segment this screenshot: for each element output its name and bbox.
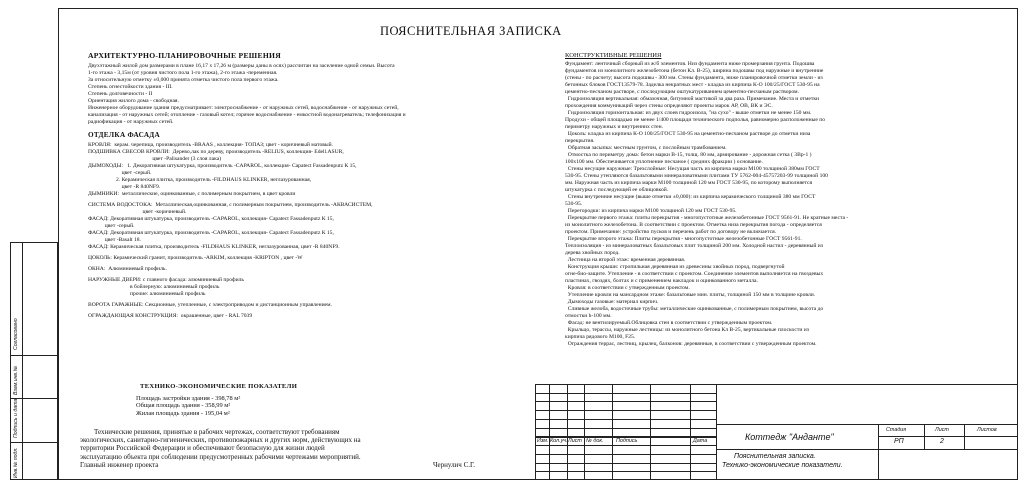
arch-paragraph: канализация - от наружных сетей; отопление - газовый котел; горячее водоснабжение - емкостной водонагреватель; телефонизация и xyxy=(88,112,406,118)
constructive-paragraph: Продухи - общей площадью не менее 1/400 площади технического подполья, равномерно расположенные по xyxy=(565,117,826,123)
facade-item: ФАСАД: Керамическая плитка, производитель -FILDHAUS KLINKER, неглазурованная, цвет -R 840NF9. xyxy=(88,244,340,250)
title-block-col-header: Дата xyxy=(693,437,708,444)
facade-item: ФАСАД: Декоративная штукатурка, производитель -CAPAROL, коллекция- Capatect Fassadenputz К 15, xyxy=(88,216,334,222)
doc-title: Пояснительная записка. xyxy=(734,453,816,460)
grid-row-line xyxy=(535,445,716,446)
margin-label-signature: Подпись и дата xyxy=(13,398,19,438)
facade-item: ДЫМНИКИ: металлические, оцинкованные, с полимерным покрытием, в цвет кровли xyxy=(88,191,296,197)
arch-paragraph: Ориентация жилого дома - свободная. xyxy=(88,98,179,104)
chief-name: Чернулич С.Г. xyxy=(432,460,475,469)
constructive-paragraph: штукатурка с последующей ее облицовкой. xyxy=(565,187,669,193)
constructive-paragraph: мм. Наружная часть из кирпича марки М100 толщиной 120 мм ГОСТ 530-95, по которому выполняется xyxy=(565,180,813,186)
arch-paragraph: Степень долговечности - II xyxy=(88,91,153,97)
project-name: Коттедж "Андантe" xyxy=(745,432,834,442)
constructive-paragraph: Крыльцо, терассы, наружные лестницы: из монолитного бетона Кл В-25, вертикальные плоскости из xyxy=(565,327,809,333)
constructive-paragraph: Стены несущие наружные: Трехслойные: Несущая часть из кирпича марки М100 толщиной 380мм ГОСТ xyxy=(565,166,820,172)
constructive-paragraph: пластинах, гвоздях, болтах и с применением накладок и оцинкованного металла. xyxy=(565,278,758,284)
compliance-line: экологических, санитарно-гигиенических, противопожарных и других норм, действующих на xyxy=(80,436,361,445)
constructive-paragraph: цементно-песчаном растворе, с последующим оштукатуриванием цементно-песчаным раствором. xyxy=(565,89,799,95)
tep-lines xyxy=(136,395,240,417)
constructive-paragraph: Обратная засыпка: местным грунтом, с послойным трамбованием. xyxy=(565,145,727,151)
margin-stamp xyxy=(10,242,58,480)
constructive-paragraph: Гидроизоляция вертикальная: обмазочная, битумной мастикой за два раза. Примечание. Места и отметки xyxy=(565,96,820,102)
facade-item: цвет -серый. xyxy=(88,223,135,229)
constructive-paragraph: Фундамент: ленточный сборный из ж/б элементов. Низ фундамента ниже промерзания грунта. Подошва xyxy=(565,61,815,67)
facade-item: ВОРОТА ГАРАЖНЫЕ: Секционные, утепленные, с электроприводом и дистанционным управлением. xyxy=(88,302,332,308)
constructive-paragraph: из монолитного железобетона. В соответствии с проектом. Отметка низа перекрытия погода - определяется xyxy=(565,222,822,228)
constructive-paragraph: огне-био-защите. Утепление - в соответствии с проектом. Соединение элементов выполняется на гвоздевых xyxy=(565,271,824,277)
constructive-paragraphs xyxy=(565,61,1005,348)
facade-item: цвет -R 840NF9. xyxy=(88,184,161,190)
sheet-value: 2 xyxy=(940,438,944,445)
tep-line: Площадь застройки здания - 398,78 м² xyxy=(136,395,241,402)
grid-col-line xyxy=(549,384,550,480)
facade-item: ОКНА: Алюминиевый профиль. xyxy=(88,266,167,272)
constructive-paragraph: Утепление кровли на мансардном этаже: базальтовые мин. плиты, толщиной 150 мм в толщине кровли. xyxy=(565,292,816,298)
constructive-paragraph: Кровля: в соответствии с утвержденным проектом. xyxy=(565,285,690,291)
chief-label: Главный инженер проекта xyxy=(80,460,159,469)
constructive-paragraph: Перегородки: из кирпича марки М100 толщиной 120 мм ГОСТ 530-95. xyxy=(565,208,737,214)
right-column xyxy=(565,52,1005,348)
grid-col-line xyxy=(584,384,585,480)
margin-label-agreed: Согласовано xyxy=(13,318,19,350)
arch-paragraph: За относительную отметку ±0,000 принята отметка чистого пола первого этажа. xyxy=(88,77,279,83)
doc-subtitle: Технико-экономические показатели. xyxy=(722,462,843,469)
tep-line: Жилая площадь здания - 195,04 м² xyxy=(136,409,230,417)
constructive-paragraph: Стены внутренние несущие (выше отметки ±0,000): из кирпича керамического толщиной 380 мм ГОСТ xyxy=(565,194,816,200)
constructive-paragraph: перекрытия. xyxy=(565,138,595,144)
constructive-paragraph: Конструкция крыши: стропильная деревянная из древесины хвойных пород, подвергнутой xyxy=(565,264,785,270)
title-block-col-header: № док. xyxy=(586,437,604,444)
constructive-paragraph: Перекрытие первого этажа: плиты перекрытия - многопустотные железобетонные ГОСТ 9561-91. Не кратные места - xyxy=(565,215,849,221)
facade-item: КРОВЛЯ: керам. черепица, производитель -BRAAS , коллекция- ТОПАЗ; цвет - коричневый матовый. xyxy=(88,142,334,148)
facade-item: ДЫМОХОДЫ: 1. Декоративная штукатурка, производитель -CAPAROL, коллекция- Capatect Fassadenputz К 15, xyxy=(88,163,357,169)
grid-row-line xyxy=(535,454,716,455)
arch-paragraph: Инженерное оборудование здания предусматривает: электроснабжение - от наружных сетей, водоснабжение - от наружных сетей, xyxy=(88,105,399,111)
arch-paragraphs xyxy=(88,63,528,126)
constructive-paragraph: Теплоизоляция - из минераловатных базальтовых плит толщиной 200 мм. Холодной настил - деревянный из xyxy=(565,243,823,249)
facade-items xyxy=(88,142,528,320)
constructive-paragraph: периметру наружных и внутренних стен. xyxy=(565,124,664,130)
constructive-paragraph: дерева хвойных пород. xyxy=(565,250,620,256)
grid-col-line xyxy=(690,384,691,480)
compliance-line: территории Российской Федерации и обеспечивают безопасную для жизни людей xyxy=(80,444,325,453)
sheets-label: Листов xyxy=(977,427,997,433)
facade-item: ОГРАЖДАЮЩАЯ КОНСТРУКЦИЯ: окрашенные, цвет - RAL 7039 xyxy=(88,313,253,319)
facade-item: прочие: алюминиевый профиль xyxy=(88,291,206,297)
compliance-line: эксплуатацию объекта при соблюдении предусмотренных рабочими чертежами мероприятий. xyxy=(80,452,361,461)
grid-col-line xyxy=(567,384,568,480)
grid-col-line xyxy=(612,384,613,480)
constructive-paragraph: Дымоходы газовые: материал кирпич. xyxy=(565,299,659,305)
grid-row-line xyxy=(535,393,716,394)
margin-label-inventory: Инв.№ подл. xyxy=(13,447,19,478)
facade-item: цвет -серый. xyxy=(88,170,152,176)
constructive-paragraph: проектом. Примечание: устройство пусков и перечень работ по договору не включается. xyxy=(565,229,777,235)
constructive-paragraph: отмостки h-100 мм. xyxy=(565,313,612,319)
sheet-label: Лист xyxy=(935,427,949,433)
constructive-paragraph: Лестница на второй этаж: временная деревянная. xyxy=(565,257,686,263)
constructive-paragraph: Перекрытие второго этажа: Плиты перекрытия - многопустотные железобетонные ГОСТ 9561-91. xyxy=(565,236,802,242)
title-block-col-header: Кол.уч. xyxy=(550,437,568,444)
signature-row xyxy=(80,461,475,469)
arch-heading: АРХИТЕКТУРНО-ПЛАНИРОВОЧНЫЕ РЕШЕНИЯ xyxy=(88,51,282,60)
grid-row-line xyxy=(535,401,716,402)
constructive-paragraph: Цоколь: кладка из кирпича К-О 100/25/ГОСТ 530-95 на цементно-песчаном растворе до отметки низа xyxy=(565,131,811,137)
left-column xyxy=(88,52,528,320)
facade-item: 2. Керамическая плитка, производитель -FILDHAUS KLINKER, неглазурованная, xyxy=(88,177,312,183)
facade-item: НАРУЖНЫЕ ДВЕРИ: с главного фасада: алюминиевый профиль xyxy=(88,277,244,283)
grid-row-line xyxy=(535,419,716,420)
tep-heading: ТЕХНИКО-ЭКОНОМИЧЕСКИЕ ПОКАЗАТЕЛИ xyxy=(140,383,298,390)
constructive-heading: КОНСТРУКТИВНЫЕ РЕШЕНИЯ xyxy=(565,52,662,59)
arch-paragraph: радиофикация - от наружных сетей. xyxy=(88,119,174,125)
title-block-col-header: Изм. xyxy=(537,437,549,444)
facade-item: в бойлерную: алюминиевый профиль xyxy=(88,284,220,290)
title-block-col-header: Лист xyxy=(568,437,582,444)
grid-row-line xyxy=(535,428,716,429)
title-block-col-header: Подпись xyxy=(616,437,638,444)
constructive-paragraph: Отмостка по периметру дома: бетон марки В-15, толщ. 80 мм, армирование - дорожная сетка ( 3Вр-1 ) xyxy=(565,152,812,158)
constructive-paragraph: кирпича рядового М100, F25. xyxy=(565,334,636,340)
margin-label-replace: Взам.инв.№ xyxy=(13,365,19,395)
facade-item: СИСТЕМА ВОДОСТОКА: Металлическая,оцинкованная, с полимерным покрытием, производитель -АКВАСИСТЕМ, xyxy=(88,202,373,208)
constructive-paragraph: прохождения коммуникаций через стены определяют проекты марок АР, ОВ, ВК и ЭС. xyxy=(565,103,773,109)
grid-row-line xyxy=(535,410,716,411)
compliance-statement xyxy=(80,428,510,469)
facade-item: цвет -Palisander (3 слоя лака) xyxy=(88,156,222,162)
constructive-paragraph: (стены - по расчету; высота подошвы - 300 мм. Стены фундамента, ниже планировочной отметки земли - из xyxy=(565,75,823,81)
constructive-paragraph: фундаментов из монолитного железобетона (бетон Кл. В-25), ширина подошвы под наружные и внутренние xyxy=(565,68,824,74)
compliance-line: Технические решения, принятые в рабочих чертежах, соответствуют требованиям xyxy=(94,428,340,436)
facade-item: ПОДШИВКА СВЕСОВ КРОВЛИ: Дерево,лак по дереву, производитель -RELIUS, коллекция- Edell.ASUR, xyxy=(88,149,344,155)
constructive-paragraph: 100х100 мм. Обеспечивается уплотнение песчаное ( средних фракции ) основание. xyxy=(565,159,763,165)
grid-row-line xyxy=(535,471,716,472)
constructive-paragraph: Фасад: не вентилируемый.Облицовка стен в соответствии с утвержденным проектом. xyxy=(565,320,773,326)
facade-item: ЦОКОЛЬ: Керамический гранит, производитель -ARKIM, коллекция -KRIPTON , цвет -W xyxy=(88,255,303,261)
constructive-paragraph: бетонных блоков ГОСТ13579-78. Заделка некратных мест - кладка из кирпича К-О 100/25/ГОСТ 530-95 на xyxy=(565,82,820,88)
constructive-paragraph: 530-95. xyxy=(565,201,583,207)
page-title: ПОЯСНИТЕЛЬНАЯ ЗАПИСКА xyxy=(380,24,562,38)
arch-paragraph: 1-го этажа - 3,15м (от уровня чистого пола 1-го этажа), 2-го этажа -переменная. xyxy=(88,70,278,76)
stage-label: Стадия xyxy=(886,427,907,433)
stage-value: РП xyxy=(894,438,904,445)
constructive-paragraph: Ограждения террас, лестниц, крылец, балконов: деревянные, в соответствии с утвержденным проектом. xyxy=(565,341,817,347)
grid-row-line xyxy=(535,463,716,464)
grid-col-line xyxy=(650,384,651,480)
constructive-paragraph: Сливные желоба, водосточные трубы: металлические оцинкованные, с полимерным покрытием, высота до xyxy=(565,306,824,312)
arch-paragraph: Двухэтажный жилой дом размерами в плане 16,17 х 17,26 м (размеры даны в осях) рассчитан на заселение одной семьи. Высота xyxy=(88,63,395,69)
arch-paragraph: Степень огнестойкости здания - III. xyxy=(88,84,173,90)
constructive-paragraph: 530-95. Стены утепляются базальтовыми минераловатными плитами ТУ 5762-004-45757203-99 толщиной 100 xyxy=(565,173,828,179)
constructive-paragraph: Гидроизоляция горизонтальная: из двух слоев гидроизола, "на сухо" - выше отметки не менее 150 мм. xyxy=(565,110,812,116)
facade-item: цвет -коричневый. xyxy=(88,209,187,215)
facade-item: ФАСАД: Декоративная штукатурка, производитель -CAPAROL, коллекция- Capatect Fassadenputz К 15, xyxy=(88,230,334,236)
tep-line: Общая площадь здания - 358,99 м² xyxy=(136,402,231,410)
facade-heading: ОТДЕЛКА ФАСАДА xyxy=(88,131,161,139)
facade-item: цвет -Basalt 18. xyxy=(88,237,141,243)
